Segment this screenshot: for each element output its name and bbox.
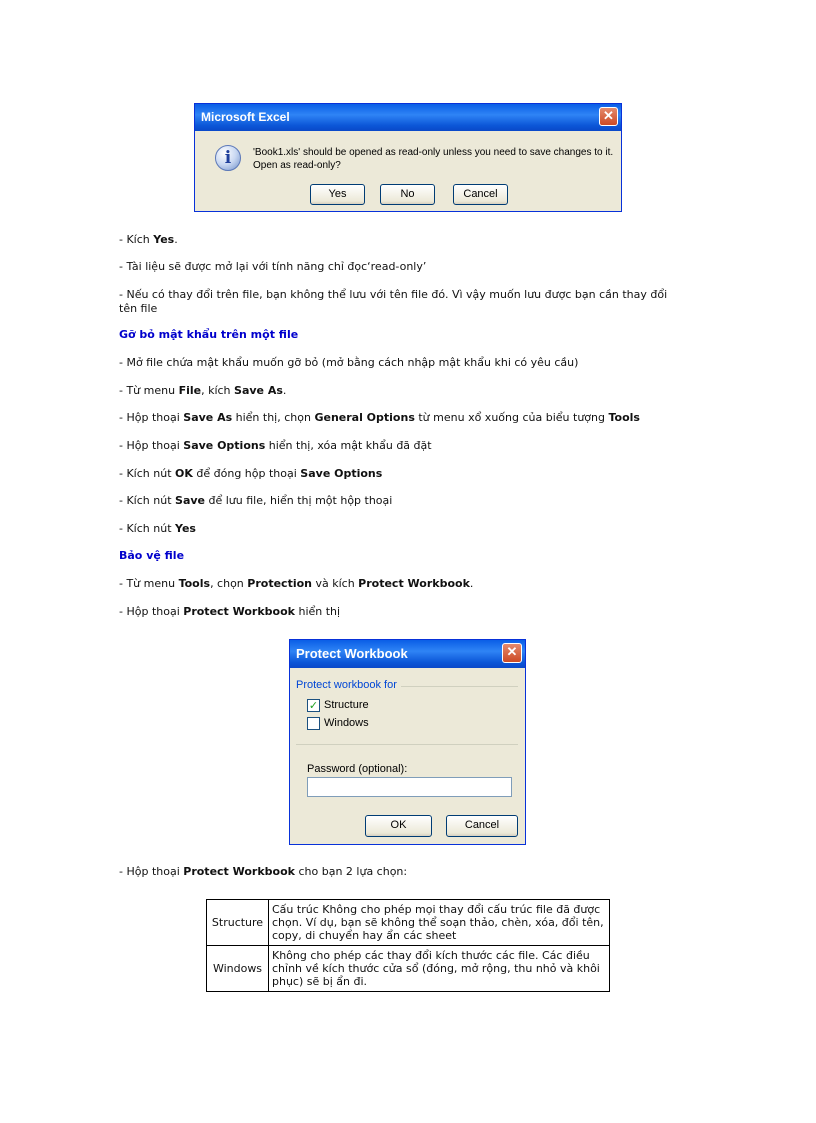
paragraph: - Mở file chứa mật khẩu muốn gỡ bỏ (mở bằng cách nhập mật khẩu khi có yêu cầu) (119, 356, 579, 369)
group-label: Protect workbook for (296, 679, 401, 691)
paragraph: - Kích nút Yes (119, 522, 196, 535)
dialog-title-bar[interactable] (195, 104, 621, 131)
group-divider (296, 744, 518, 745)
info-icon: i (215, 145, 241, 171)
cancel-button[interactable]: Cancel (446, 815, 518, 837)
paragraph: - Từ menu File, kích Save As. (119, 384, 287, 397)
dialog-message-line1: 'Book1.xls' should be opened as read-only unless you need to save changes to it. (253, 147, 614, 158)
close-icon[interactable]: ✕ (502, 643, 522, 663)
table-row (207, 900, 610, 946)
dialog-title: Protect Workbook (296, 646, 408, 661)
dialog-message-line2: Open as read-only? (253, 160, 341, 171)
structure-label: Structure (324, 699, 369, 711)
dialog-title: Microsoft Excel (201, 110, 290, 124)
ok-button[interactable]: OK (365, 815, 432, 837)
password-label: Password (optional): (307, 763, 408, 775)
paragraph: - Từ menu Tools, chọn Protection và kích Protect Workbook. (119, 577, 474, 590)
no-button[interactable]: No (380, 184, 435, 205)
paragraph: - Kích nút OK để đóng hộp thoại Save Options (119, 467, 383, 480)
option-name: Windows (207, 946, 269, 992)
section-heading: Bảo vệ file (119, 549, 185, 562)
paragraph: - Hộp thoại Protect Workbook cho bạn 2 lựa chọn: (119, 865, 408, 878)
dialog-title-bar[interactable] (290, 640, 525, 668)
structure-checkbox[interactable]: ✓ (308, 699, 319, 712)
paragraph: - Hộp thoại Save As hiển thị, chọn General Options từ menu xổ xuống của biểu tượng Tools (119, 411, 640, 424)
cancel-button[interactable]: Cancel (453, 184, 508, 205)
paragraph: - Kích nút Save để lưu file, hiển thị một hộp thoại (119, 494, 393, 507)
paragraph: - Hộp thoại Save Options hiển thị, xóa mật khẩu đã đặt (119, 439, 432, 452)
paragraph: - Hộp thoại Protect Workbook hiển thị (119, 605, 341, 618)
option-name: Structure (207, 900, 269, 946)
section-heading: Gỡ bỏ mật khẩu trên một file (119, 328, 299, 341)
protect-workbook-dialog (289, 639, 526, 845)
windows-checkbox[interactable] (307, 717, 320, 730)
excel-readonly-dialog (194, 103, 622, 212)
option-description: Không cho phép các thay đổi kích thước các file. Các điều chỉnh về kích thước cửa sổ (đóng, mở rộng, thu nhỏ và khôi phục) sẽ bị ẩn đi. (269, 946, 610, 992)
password-input[interactable] (307, 777, 512, 797)
options-table (206, 899, 610, 992)
paragraph: - Tài liệu sẽ được mở lại với tính năng chỉ đọc‘read-only’ (119, 260, 427, 273)
paragraph: - Kích Yes. (119, 233, 178, 246)
table-row (207, 946, 610, 992)
yes-button[interactable]: Yes (310, 184, 365, 205)
paragraph: - Nếu có thay đổi trên file, bạn không thể lưu với tên file đó. Vì vậy muốn lưu được bạn cần thay đổi tên file (119, 288, 668, 315)
windows-label: Windows (324, 717, 369, 729)
close-icon[interactable]: ✕ (599, 107, 618, 126)
option-description: Cấu trúc Không cho phép mọi thay đổi cấu trúc file đã được chọn. Ví dụ, bạn sẽ không thể soạn thảo, chèn, xóa, đổi tên, copy, di chuyển hay ẩn các sheet (269, 900, 610, 946)
